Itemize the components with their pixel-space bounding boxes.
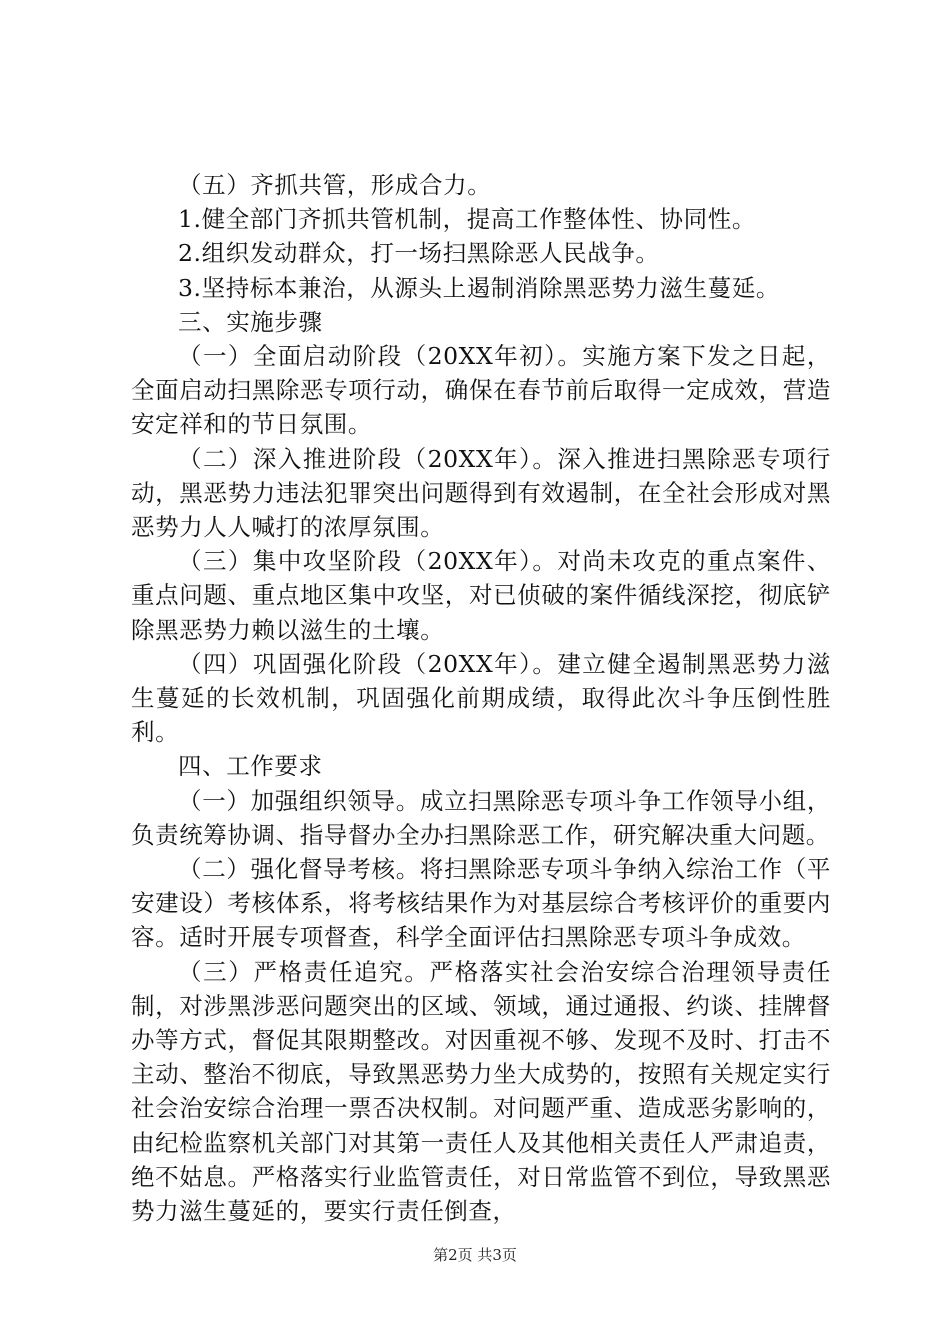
paragraph: （四）巩固强化阶段（20XX年）。建立健全遏制黑恶势力滋生蔓延的长效机制，巩固强化前期成绩，取得此次斗争压倒性胜利。 [131,649,831,747]
section-heading: 四、工作要求 [178,752,323,781]
document-body [131,168,831,1228]
paragraph: （三）严格责任追究。严格落实社会治安综合治理领导责任制，对涉黑涉恶问题突出的区域、领域，通过通报、约谈、挂牌督办等方式，督促其限期整改。对因重视不够、发现不及时、打击不主动、整治不彻底，导致黑恶势力坐大成势的，按照有关规定实行社会治安综合治理一票否决权制。对问题严重、造成恶劣影响的，由纪检监察机关部门对其第一责任人及其他相关责任人严肃追责，绝不姑息。严格落实行业监管责任，对日常监管不到位，导致黑恶势力滋生蔓延的，要实行责任倒查， [131,957,831,1226]
paragraph: （一）全面启动阶段（20XX年初）。实施方案下发之日起，全面启动扫黑除恶专项行动，确保在春节前后取得一定成效，营造安定祥和的节日氛围。 [131,342,831,439]
paragraph: （二）深入推进阶段（20XX年）。深入推进扫黑除恶专项行动，黑恶势力违法犯罪突出问题得到有效遏制，在全社会形成对黑恶势力人人喊打的浓厚氛围。 [131,444,831,542]
page-number-footer: 第2页 共3页 [433,1246,517,1264]
paragraph: （一）加强组织领导。成立扫黑除恶专项斗争工作领导小组，负责统筹协调、指导督办全办扫黑除恶工作，研究解决重大问题。 [131,786,831,849]
paragraph: （二）强化督导考核。将扫黑除恶专项斗争纳入综治工作（平安建设）考核体系，将考核结果作为对基层综合考核评价的重要内容。适时开展专项督查，科学全面评估扫黑除恶专项斗争成效。 [131,855,831,952]
paragraph: （五）齐抓共管，形成合力。 [178,171,492,199]
paragraph: 1.健全部门齐抓共管机制，提高工作整体性、协同性。 [178,205,756,234]
paragraph: 2.组织发动群众，打一场扫黑除恶人民战争。 [178,239,660,268]
paragraph: （三）集中攻坚阶段（20XX年）。对尚未攻克的重点案件、重点问题、重点地区集中攻坚，对已侦破的案件循线深挖，彻底铲除黑恶势力赖以滋生的土壤。 [131,547,831,644]
paragraph: 3.坚持标本兼治，从源头上遏制消除黑恶势力滋生蔓延。 [178,273,781,302]
section-heading: 三、实施步骤 [178,307,323,336]
